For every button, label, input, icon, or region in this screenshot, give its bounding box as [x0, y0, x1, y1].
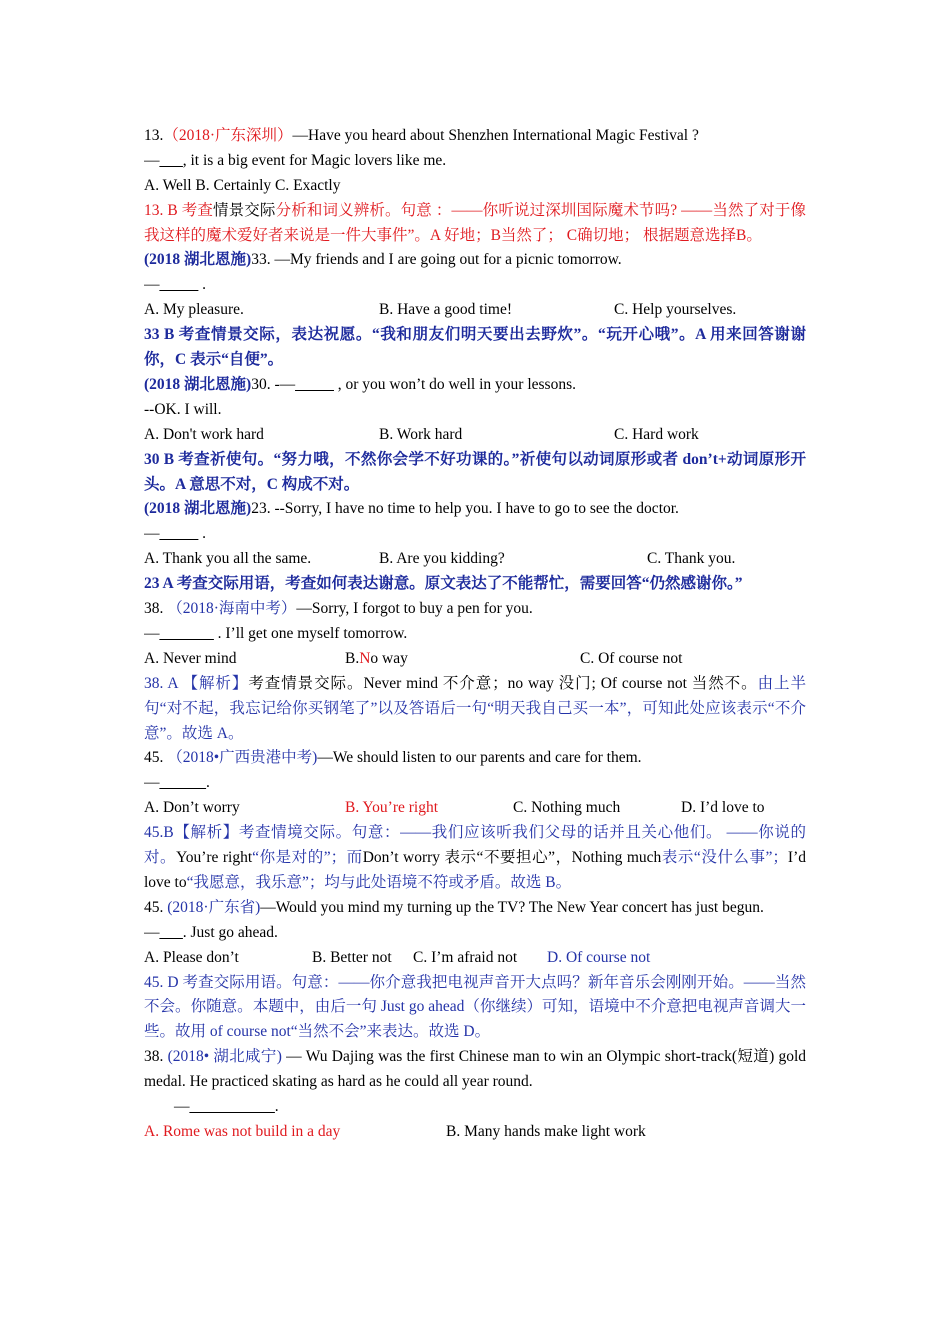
question-text: —We should listen to our parents and care for them.	[317, 749, 642, 767]
q30-options	[144, 423, 806, 448]
answer-blank: ______	[159, 774, 206, 792]
question-number: 45.	[144, 898, 168, 916]
option-a: A. Don't work hard	[144, 425, 264, 443]
option-b: B. Are you kidding?	[379, 550, 505, 568]
question-text: —Would you mind my turning up the TV? The New Year concert has just begun.	[260, 898, 764, 916]
question-number: 38.	[144, 600, 168, 618]
option-a: A. Please don’t	[144, 948, 239, 966]
option-c: C. I’m afraid not	[413, 948, 518, 966]
question-text: 33. —My friends and I are going out for a picnic tomorrow.	[251, 251, 622, 269]
question-number: 38.	[144, 1048, 168, 1066]
question-text: — Wu Dajing was the first Chinese man to win an Olympic short-track(短道) gold medal. He practiced skating as hard as he could all year round.	[144, 1048, 806, 1091]
q38a-stem	[144, 597, 806, 622]
option-c: C. Of course not	[580, 649, 683, 667]
q13-stem	[144, 124, 806, 149]
q33-options	[144, 298, 806, 323]
question-text: 23. --Sorry, I have no time to help you. I have to go to see the doctor.	[251, 500, 679, 518]
question-source: (2018 湖北恩施)	[144, 500, 252, 518]
answer-blank: _____	[159, 525, 199, 543]
question-source: (2018·广东省)	[167, 898, 261, 916]
q23-options	[144, 547, 806, 572]
question-source: （2018·海南中考）	[167, 600, 297, 618]
option-a: A. Never mind	[144, 649, 237, 667]
option-b: B. Have a good time!	[379, 301, 513, 319]
q23-answer: 23 A 考查交际用语，考查如何表达谢意。原文表达了不能帮忙，需要回答“仍然感谢你。”	[144, 575, 743, 593]
question-source: (2018• 湖北咸宁)	[167, 1048, 282, 1066]
question-text: —Sorry, I forgot to buy a pen for you.	[296, 600, 533, 618]
q13-options: A. Well B. Certainly C. Exactly	[144, 176, 341, 194]
option-b: B. Many hands make light work	[446, 1122, 646, 1140]
answer-blank: _______	[159, 624, 214, 642]
document-page	[144, 124, 806, 1145]
option-b: B. Better not	[312, 948, 392, 966]
q30-stem: (2018 湖北恩施)30. -—_____ , or you won’t do well in your lessons.	[144, 375, 576, 393]
option-a: A. Don’t worry	[144, 799, 240, 817]
q38b-reply: —___________.	[174, 1098, 279, 1116]
q38a-reply: —_______ . I’ll get one myself tomorrow.	[144, 624, 408, 642]
option-d: D. Of course not	[547, 948, 651, 966]
q13-answer: 13. B 考查情景交际分析和词义辨析。句意 ：——你听说过深圳国际魔术节吗? ——当然了对于像我这样的魔术爱好者来说是一件大事件”。A 好地；B当然了； C确切地； 根据题意选择B。	[144, 201, 806, 244]
q30-answer: 30 B 考查祈使句。“努力哦，不然你会学不好功课的。”祈使句以动词原形或者 don’t+动词原形开头。A 意思不对，C 构成不对。	[144, 450, 806, 493]
q45a-stem	[144, 746, 806, 771]
answer-blank: ___	[159, 151, 183, 169]
q38b-stem	[144, 1045, 806, 1095]
q45b-options	[144, 946, 806, 971]
option-d: D. I’d love to	[681, 799, 765, 817]
answer-blank: _____	[295, 375, 334, 393]
q23-stem	[144, 497, 806, 522]
option-c: C. Nothing much	[513, 799, 621, 817]
q45a-answer: 45.B【解析】考查情境交际。句意：——我们应该听我们父母的话并且关心他们。 ——你说的对。You’re right“你是对的”；而Don’t worry 表示“不要担心”，Nothing much表示“没什么事”；I’d love to“我愿意，我乐意”；均与此处语境不符或矛盾。故选 B。	[144, 824, 806, 891]
option-c: C. Hard work	[614, 425, 699, 443]
q45a-reply: —______.	[144, 774, 210, 792]
q45b-stem	[144, 896, 806, 921]
answer-blank: ___	[159, 923, 183, 941]
option-b: B. Work hard	[379, 425, 463, 443]
question-source: (2018 湖北恩施)	[144, 251, 252, 269]
option-a: A. My pleasure.	[144, 301, 244, 319]
q13-reply: —___, it is a big event for Magic lovers like me.	[144, 151, 447, 169]
option-a: A. Thank you all the same.	[144, 550, 312, 568]
q30-reply: --OK. I will.	[144, 400, 222, 418]
question-text: —Have you heard about Shenzhen International Magic Festival ?	[292, 127, 699, 144]
question-source: (2018 湖北恩施)	[144, 375, 252, 393]
option-b: B.No way	[345, 649, 408, 667]
q33-stem	[144, 248, 806, 273]
option-b: B. You’re right	[345, 799, 439, 817]
q38a-options	[144, 647, 806, 672]
q23-reply: —_____ .	[144, 525, 206, 543]
q45a-options	[144, 796, 806, 821]
option-a: A. Rome was not build in a day	[144, 1122, 341, 1140]
q38b-options	[144, 1120, 806, 1145]
q38a-answer: 38. A 【解析】考查情景交际。Never mind 不介意；no way 没门; Of course not 当然不。由上半句“对不起，我忘记给你买钢笔了”以及答语后一句“明天我自己买一本”，可知此处应该表示“不介意”。故选 A。	[144, 674, 806, 742]
q45b-answer: 45. D 考查交际用语。句意：——你介意我把电视声音开大点吗？新年音乐会刚刚开始。——当然不会。你随意。本题中，由后一句 Just go ahead（你继续）可知，语境中不介意把电视声音调大一些。故用 of course not“当然不会”来表达。故选 D。	[144, 973, 806, 1041]
q45b-reply: —___. Just go ahead.	[144, 923, 278, 941]
question-source: （2018•广西贵港中考)	[167, 749, 318, 767]
question-number: 13.	[144, 127, 164, 144]
q33-answer: 33 B 考查情景交际，表达祝愿。“我和朋友们明天要出去野炊”。“玩开心哦”。A 用来回答谢谢你，C 表示“自便”。	[144, 326, 806, 369]
answer-blank: _____	[159, 276, 199, 294]
question-number: 45.	[144, 749, 168, 767]
option-c: C. Help yourselves.	[614, 301, 737, 319]
answer-blank: ___________	[189, 1098, 275, 1116]
option-c: C. Thank you.	[647, 550, 736, 568]
q33-reply: —_____ .	[144, 276, 206, 294]
question-source: （2018·广东深圳）	[163, 127, 293, 144]
